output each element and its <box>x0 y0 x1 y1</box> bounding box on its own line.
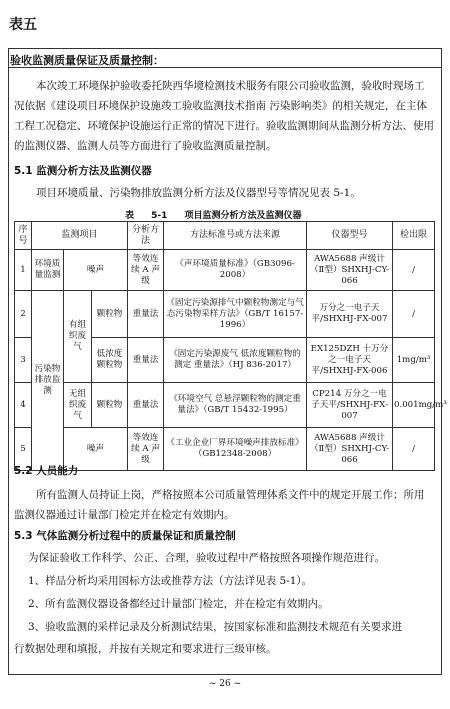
table-row <box>15 383 435 428</box>
qc-item-2: 2、所有监测仪器设备都经过计量部门检定，并在检定有效期内。 <box>28 598 329 610</box>
row-no: 1 <box>15 250 32 291</box>
row-item: 颗粒物 <box>92 291 128 338</box>
row-standard: 《工业企业厂界环境噪声排放标准》（GB12348-2008） <box>164 428 307 471</box>
row-instrument: 万分之一电子天平/SHXHJ-FX-007 <box>307 291 393 338</box>
page-number: ~ 26 ~ <box>208 679 242 689</box>
section-5-1-paragraph: 项目环境质量、污染物排放监测分析方法及仪器型号等情况见表 5-1。 <box>36 187 361 199</box>
row-standard: 《固定污染源排气中颗粒物测定与气态污染物采样方法》（GB/T 16157-1996） <box>164 291 307 338</box>
row-instrument: EX125DZH 十万分之一电子天平/SHXHJ-FX-006 <box>307 338 393 383</box>
table-header-row <box>15 222 435 250</box>
row-item: 低浓度颗粒物 <box>92 338 128 383</box>
table-row <box>15 291 435 338</box>
row-no: 5 <box>15 428 32 471</box>
row-method: 重量法 <box>128 383 164 428</box>
group-organized-gas: 有组织废气 <box>64 291 92 383</box>
title-divider <box>8 67 442 68</box>
group-env-quality: 环境质量监测 <box>32 250 64 291</box>
row-no: 3 <box>15 338 32 383</box>
row-limit: / <box>393 250 435 291</box>
row-method: 重量法 <box>128 291 164 338</box>
page-heading: 表五 <box>9 17 37 33</box>
row-method: 重量法 <box>128 338 164 383</box>
qc-item-1: 1、样品分析均采用国标方法或推荐方法（方法详见表 5-1）。 <box>28 575 313 587</box>
row-limit: 0.001mg/m³ <box>393 383 435 428</box>
row-item: 噪声 <box>64 250 128 291</box>
header-item: 监测项目 <box>32 222 128 250</box>
table-row <box>15 250 435 291</box>
row-instrument: AWA5688 声级计（Ⅱ型）SHXHJ-CY-066 <box>307 428 393 471</box>
header-method: 分析方法 <box>128 222 164 250</box>
row-no: 4 <box>15 383 32 428</box>
section-5-2-heading: 5.2 人员能力 <box>14 465 79 477</box>
section-5-3-intro: 为保证验收工作科学、公正、合理，验收过程中严格按照各项操作规范进行。 <box>28 552 385 564</box>
row-standard: 《环境空气 总悬浮颗粒物的测定重量法》（GB/T 15432-1995） <box>164 383 307 428</box>
box-title: 验收监测质量保证及质量控制： <box>10 54 164 67</box>
row-method: 等效连续 A 声级 <box>128 428 164 471</box>
row-item: 噪声 <box>64 428 128 471</box>
header-limit: 检出限 <box>393 222 435 250</box>
group-pollution-discharge: 污染物排放监测 <box>32 291 64 471</box>
header-standard: 方法标准号或方法来源 <box>164 222 307 250</box>
row-instrument: AWA5688 声级计（Ⅱ型）SHXHJ-CY-066 <box>307 250 393 291</box>
row-instrument: CP214 万分之一电子天平/SHXHJ-FX-007 <box>307 383 393 428</box>
row-method: 等效连续 A 声级 <box>128 250 164 291</box>
row-limit: / <box>393 291 435 338</box>
row-standard: 《声环境质量标准》（GB3096-2008） <box>164 250 307 291</box>
qc-item-3: 3、验收监测的采样记录及分析测试结果，按国家标准和监测技术规范有关要求进 <box>28 621 403 633</box>
qc-item-3-continuation: 行数据处理和填报，并按有关规定和要求进行三级审核。 <box>14 643 277 655</box>
header-no: 序号 <box>15 222 32 250</box>
row-standard: 《固定污染源废气 低浓度颗粒物的测定 重量法》（HJ 836-2017） <box>164 338 307 383</box>
table-caption-number: 表 5-1 <box>125 211 168 221</box>
methods-table <box>14 221 447 471</box>
row-no: 2 <box>15 291 32 338</box>
table-caption <box>125 208 302 221</box>
row-item: 颗粒物 <box>92 383 128 428</box>
intro-paragraph: 本次竣工环境保护验收委托陕西华境检测技术服务有限公司验收监测，验收时现场工况依据《建设项目环境保护设施竣工验收监测技术指南 污染影响类》的相关规定，在主体工程工况稳定、环境保护设施运行正常的情况下进行。验收监测期间从监测分析方法、使用的监测仪器、监测人员等方面进行了验收监测质量控制。 <box>14 80 434 152</box>
table-caption-title: 项目监测分析方法及监测仪器 <box>184 211 302 221</box>
row-limit: / <box>393 428 435 471</box>
section-5-2-paragraph: 所有监测人员持证上岗，严格按照本公司质量管理体系文件中的规定开展工作；所用监测仪器通过计量部门检定并在检定有效期内。 <box>14 489 425 521</box>
header-instrument: 仪器型号 <box>307 222 393 250</box>
section-5-1-heading: 5.1 监测分析方法及监测仪器 <box>14 165 152 177</box>
group-unorganized-gas: 无组织废气 <box>64 383 92 428</box>
section-5-3-heading: 5.3 气体监测分析过程中的质量保证和质量控制 <box>14 530 236 542</box>
row-limit: 1mg/m³ <box>393 338 435 383</box>
